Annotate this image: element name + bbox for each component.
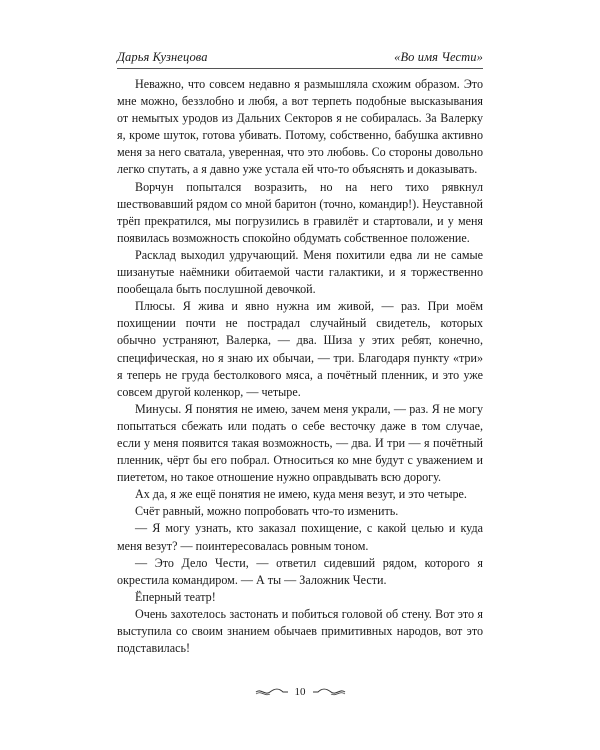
- paragraph: Ворчун попытался возразить, но на него тихо рявкнул шествовавший рядом со мной баритон (точно, командир!). Неуставной трёп прекратился, мы погрузились в гравилёт и стартовали, и у меня появилась возможность спокойно обдумать собственное положение.: [117, 179, 483, 245]
- paragraph: Ах да, я же ещё понятия не имею, куда меня везут, и это четыре.: [135, 487, 467, 502]
- paragraph: Очень захотелось застонать и побиться головой об стену. Вот это я выступила со своим знанием обычаев примитивных народов, вот это подставилась!: [117, 606, 483, 656]
- paragraph: Счёт равный, можно попробовать что-то изменить.: [135, 504, 399, 519]
- paragraph: Плюсы. Я жива и явно нужна им живой, — раз. При моём похищении почти не пострадал случайный свидетель, которых обычно устраняют, Валерка, — два. Шиза у этих ребят, конечно, специфическая, но я знаю их обычаи, — три. Благодаря пункту «три» я теперь не груда бестолкового мяса, а почётный пленник, и это уже совсем другой коленкор, — четыре.: [117, 299, 483, 399]
- left-ornament-icon: [255, 688, 289, 696]
- page-number: 10: [294, 686, 306, 698]
- header-title: «Во имя Чести»: [394, 50, 483, 64]
- header-rule: [117, 68, 483, 69]
- header-author: Дарья Кузнецова: [117, 50, 208, 64]
- page-footer: [0, 686, 600, 698]
- paragraph: Ёперный театр!: [135, 589, 216, 604]
- page-body-text: [117, 76, 483, 657]
- running-header: [117, 50, 483, 65]
- paragraph: Расклад выходил удручающий. Меня похитили едва ли не самые шизанутые наёмники обитаемой части галактики, и я торжественно пообещала быть послушной девочкой.: [117, 247, 483, 297]
- right-ornament-icon: [312, 688, 346, 696]
- paragraph: Неважно, что совсем недавно я размышляла схожим образом. Это мне можно, беззлобно и любя, а вот терпеть подобные высказывания от немытых уродов из Дальних Секторов я не собиралась. За Валерку я, кроме шуток, готова убивать. Потому, собственно, бабушка активно меня за него сватала, уверенная, что это любовь. Со стороны довольно легко спутать, а я давно уже устала ей что-то объяснять и доказывать.: [117, 77, 483, 177]
- paragraph: — Я могу узнать, кто заказал похищение, с какой целью и куда меня везут? — поинтересовалась ровным тоном.: [117, 521, 483, 553]
- paragraph: — Это Дело Чести, — ответил сидевший рядом, которого я окрестила командиром. — А ты — Заложник Чести.: [117, 555, 483, 587]
- paragraph: Минусы. Я понятия не имею, зачем меня украли, — раз. Я не могу попытаться сбежать или подать о себе весточку даже в том случае, если у меня появится такая возможность, — два. И три — я почётный пленник, чёрт бы его побрал. Относиться ко мне будут с уважением и пиететом, но такое отношение нужно оправдывать всю дорогу.: [117, 401, 483, 485]
